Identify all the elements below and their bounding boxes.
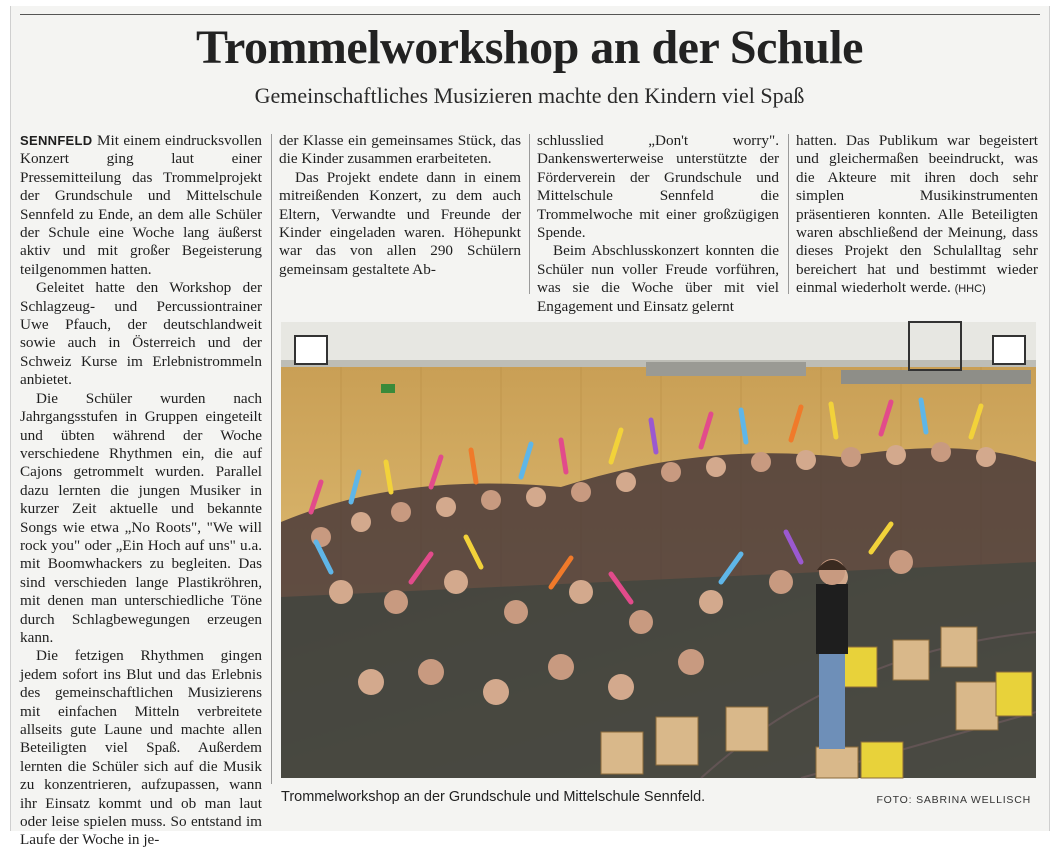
paragraph: Das Projekt endete dann in einem mitreißenden Konzert, zu dem auch Eltern, Verwandte und Freunde der Kinder eingeladen waren. Höhepunkt war das von allen 290 Schülern gemeinsam gestaltete Ab-: [279, 168, 521, 278]
article-column-4: [796, 132, 1038, 322]
paragraph: [796, 132, 1038, 299]
paragraph: Geleitet hatte den Workshop der Schlagzeug- und Percussiontrainer Uwe Pfauch, der deutschlandweit sowie auch in Österreich und der Schweiz Kurse im Erlebnistrommeln anbietet.: [20, 279, 262, 389]
author-signature: (HHC): [954, 283, 986, 296]
paragraph: Die fetzigen Rhythmen gingen jedem sofort ins Blut und das Erlebnis des gemeinschaftlichen Musizierens mit einfachen Mitteln verbreitete allseits gute Laune und machte allen Beteiligten viel Spaß. Außerdem lernten die Schüler sich auf die Musik zu konzentrieren, aufzupassen, wann ihr Einsatz kommt und ob man laut oder leise spielen muss. So entstand im Laufe der Woche in je-: [20, 647, 262, 849]
clipping-top-rule: [20, 0, 1040, 15]
column-divider: [788, 134, 789, 294]
paragraph: der Klasse ein gemeinsames Stück, das die Kinder zusammen erarbeiteten.: [279, 132, 521, 168]
article-column-1: [20, 132, 263, 849]
photo-caption: Trommelworkshop an der Grundschule und Mittelschule Sennfeld.: [281, 789, 706, 805]
vent: [841, 370, 1031, 384]
dateline: SENNFELD: [20, 133, 93, 148]
column-divider: [271, 134, 272, 784]
article-column-2: [279, 132, 521, 322]
basketball-backboard: [295, 336, 327, 364]
vent: [646, 362, 806, 376]
headline: Trommelworkshop an der Schule: [196, 21, 863, 74]
paragraph: Beim Abschlusskonzert konnten die Schüler nun voller Freude vorführen, was sie die Woche über mit viel Engagement und Einsatz gelernt: [537, 242, 779, 315]
column-divider: [529, 134, 530, 294]
article-column-3: [537, 132, 779, 322]
basketball-backboard: [993, 336, 1025, 364]
article-photo: [281, 322, 1036, 778]
paragraph: [20, 132, 262, 279]
photo-credit: FOTO: SABRINA WELLISCH: [876, 794, 1031, 806]
paragraph-text: Mit einem eindrucksvollen Konzert ging laut einer Pressemitteilung das Trommelprojekt der Grundschule und Mittelschule Sennfeld zu Ende, an dem alle Schüler der Schule eine Woche lang äußerst aktiv und mit großer Begeisterung teilgenommen hatten.: [20, 132, 263, 278]
paragraph: schlusslied „Don't worry". Dankenswerterweise unterstützte der Förderverein der Grundschule und Mittelschule Sennfeld die Trommelwoche mit einer großzügigen Spende.: [537, 132, 779, 242]
paragraph: Die Schüler wurden nach Jahrgangsstufen in Gruppen eingeteilt und übten während der Woche verschiedene Rhythmen ein, die auf Cajons getrommelt wurden. Parallel dazu lernten die jungen Musiker in kurzer Zeit aktuelle und bekannte Songs wie etwa „No Roots", "We will rock you" oder „Ein Hoch auf uns" u.a. mit Boomwhackers zu begleiten. Das sind verschieden lange Plastikröhren, mit denen man unterschiedliche Töne durch Schlagbewegungen erzeugen kann.: [20, 389, 262, 646]
subheadline: Gemeinschaftliches Musizieren machte den Kindern viel Spaß: [254, 83, 805, 108]
exit-sign: [381, 384, 395, 393]
instructor: [816, 559, 848, 749]
gym-scene-illustration: [281, 322, 1036, 778]
paragraph-text: hatten. Das Publikum war begeistert und gleichermaßen beeindruckt, was die Akteure mit ihren doch sehr simplen Musikinstrumenten präsentieren konnten. Alle Beteiligten waren abschließend der Meinung, dass dieses Projekt den Schulalltag sehr bereichert hat und bestimmt wieder einmal wiederholt werde.: [796, 132, 1038, 297]
